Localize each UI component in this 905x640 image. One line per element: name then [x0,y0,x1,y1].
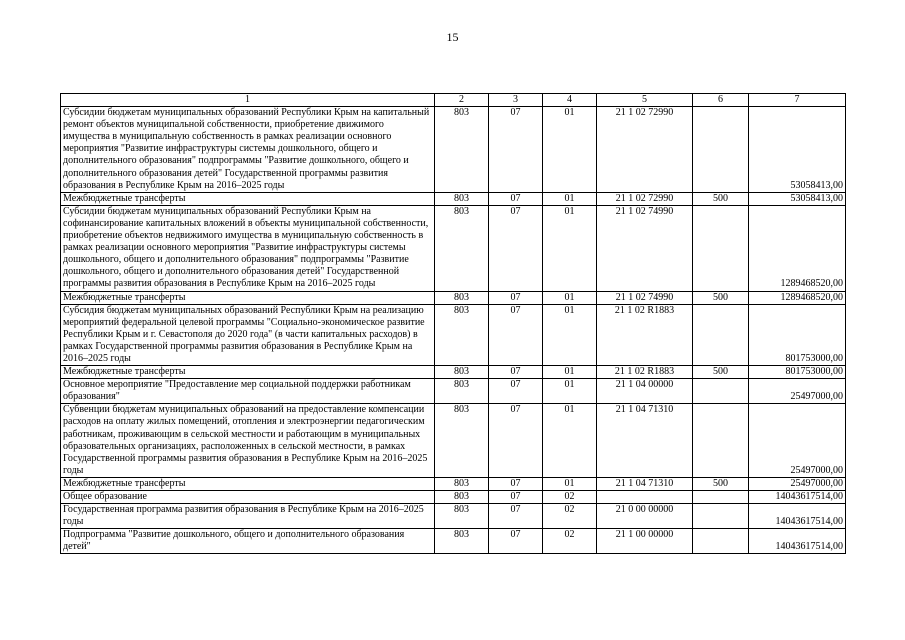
table-row [61,205,846,291]
row-subsection-code: 02 [543,491,597,504]
row-ministry-code: 803 [435,477,489,490]
row-subsection-code: 01 [543,477,597,490]
row-expense-type [693,504,749,529]
row-target-article: 21 1 04 00000 [597,379,693,404]
row-subsection-code: 01 [543,304,597,365]
row-amount: 25497000,00 [749,404,846,478]
row-subsection-code: 01 [543,291,597,304]
row-amount: 25497000,00 [749,477,846,490]
row-section-code: 07 [489,304,543,365]
row-section-code: 07 [489,404,543,478]
table-row [61,404,846,478]
row-section-code: 07 [489,529,543,554]
row-description: Субсидии бюджетам муниципальных образований Республики Крым на капитальный ремонт объектов муниципальной собственности, приобретение движимого имущества в муниципальную собственность в рамках реализации основного мероприятия "Развитие инфраструктуры системы дошкольного, общего и дополнительного образования" подпрограммы "Развитие дошкольного, общего и дополнительного образования детей" Государственной программы развития образования в Республике Крым на 2016–2025 годы [61,107,435,193]
row-description: Государственная программа развития образования в Республике Крым на 2016–2025 годы [61,504,435,529]
budget-table [60,93,846,554]
table-row [61,491,846,504]
row-ministry-code: 803 [435,304,489,365]
row-description: Межбюджетные трансферты [61,477,435,490]
row-section-code: 07 [489,107,543,193]
row-target-article: 21 1 04 71310 [597,477,693,490]
row-target-article: 21 0 00 00000 [597,504,693,529]
row-description: Межбюджетные трансферты [61,366,435,379]
header-cell: 2 [435,94,489,107]
row-amount: 801753000,00 [749,366,846,379]
row-ministry-code: 803 [435,379,489,404]
row-subsection-code: 01 [543,404,597,478]
row-section-code: 07 [489,477,543,490]
row-ministry-code: 803 [435,404,489,478]
row-amount: 14043617514,00 [749,491,846,504]
page-number: 15 [446,30,459,44]
table-row [61,304,846,365]
row-section-code: 07 [489,192,543,205]
row-description: Субсидии бюджетам муниципальных образований Республики Крым на софинансирование капитальных вложений в объекты муниципальной собственности, приобретение объектов недвижимого имущества в муниципальную собственность в рамках реализации основного мероприятия "Развитие инфраструктуры системы дошкольного, общего и дополнительного образования" подпрограммы "Развитие дошкольного, общего и дополнительного образования детей" Государственной программы развития образования в Республике Крым на 2016–2025 годы [61,205,435,291]
row-description: Подпрограмма "Развитие дошкольного, общего и дополнительного образования детей" [61,529,435,554]
row-subsection-code: 02 [543,529,597,554]
row-expense-type: 500 [693,192,749,205]
row-expense-type [693,491,749,504]
header-cell: 7 [749,94,846,107]
row-description: Субсидия бюджетам муниципальных образований Республики Крым на реализацию мероприятий федеральной целевой программы "Социально-экономическое развитие Республики Крым и г. Севастополя до 2020 года" (в части капитальных расходов) в рамках Государственной программы развития образования в Республике Крым на 2016–2025 годы [61,304,435,365]
row-target-article: 21 1 02 R1883 [597,366,693,379]
row-section-code: 07 [489,205,543,291]
row-subsection-code: 01 [543,205,597,291]
row-description: Субвенции бюджетам муниципальных образований на предоставление компенсации расходов на оплату жилых помещений, отопления и электроэнергии педагогическим работникам, проживающим в сельской местности и работающим в муниципальных образовательных организациях, расположенных в сельской местности, в рамках Государственной программы развития образования в Республике Крым на 2016–2025 годы [61,404,435,478]
row-subsection-code: 01 [543,192,597,205]
row-ministry-code: 803 [435,192,489,205]
header-cell: 6 [693,94,749,107]
row-section-code: 07 [489,379,543,404]
table-row [61,291,846,304]
row-target-article [597,491,693,504]
row-target-article: 21 1 02 74990 [597,291,693,304]
row-expense-type [693,529,749,554]
row-amount: 801753000,00 [749,304,846,365]
row-target-article: 21 1 00 00000 [597,529,693,554]
header-row [61,94,846,107]
table-row [61,504,846,529]
table-row [61,107,846,193]
row-target-article: 21 1 02 74990 [597,205,693,291]
row-amount: 1289468520,00 [749,291,846,304]
row-amount: 14043617514,00 [749,504,846,529]
row-ministry-code: 803 [435,107,489,193]
row-amount: 1289468520,00 [749,205,846,291]
row-section-code: 07 [489,504,543,529]
row-section-code: 07 [489,491,543,504]
row-section-code: 07 [489,291,543,304]
row-ministry-code: 803 [435,291,489,304]
row-expense-type: 500 [693,477,749,490]
row-expense-type [693,379,749,404]
row-subsection-code: 01 [543,379,597,404]
row-target-article: 21 1 02 R1883 [597,304,693,365]
row-amount: 14043617514,00 [749,529,846,554]
row-ministry-code: 803 [435,366,489,379]
row-expense-type [693,107,749,193]
row-expense-type [693,404,749,478]
row-subsection-code: 02 [543,504,597,529]
table-row [61,477,846,490]
row-amount: 25497000,00 [749,379,846,404]
row-ministry-code: 803 [435,205,489,291]
row-target-article: 21 1 04 71310 [597,404,693,478]
header-cell: 3 [489,94,543,107]
row-expense-type: 500 [693,291,749,304]
row-expense-type [693,205,749,291]
row-description: Межбюджетные трансферты [61,192,435,205]
row-ministry-code: 803 [435,491,489,504]
row-target-article: 21 1 02 72990 [597,107,693,193]
row-expense-type: 500 [693,366,749,379]
header-cell: 4 [543,94,597,107]
row-section-code: 07 [489,366,543,379]
row-subsection-code: 01 [543,107,597,193]
row-target-article: 21 1 02 72990 [597,192,693,205]
table-row [61,379,846,404]
table-row [61,529,846,554]
row-ministry-code: 803 [435,504,489,529]
table-row [61,366,846,379]
header-cell: 1 [61,94,435,107]
header-cell: 5 [597,94,693,107]
row-amount: 53058413,00 [749,107,846,193]
table-row [61,192,846,205]
row-amount: 53058413,00 [749,192,846,205]
row-subsection-code: 01 [543,366,597,379]
row-expense-type [693,304,749,365]
row-ministry-code: 803 [435,529,489,554]
row-description: Основное мероприятие "Предоставление мер социальной поддержки работникам образования" [61,379,435,404]
row-description: Межбюджетные трансферты [61,291,435,304]
row-description: Общее образование [61,491,435,504]
